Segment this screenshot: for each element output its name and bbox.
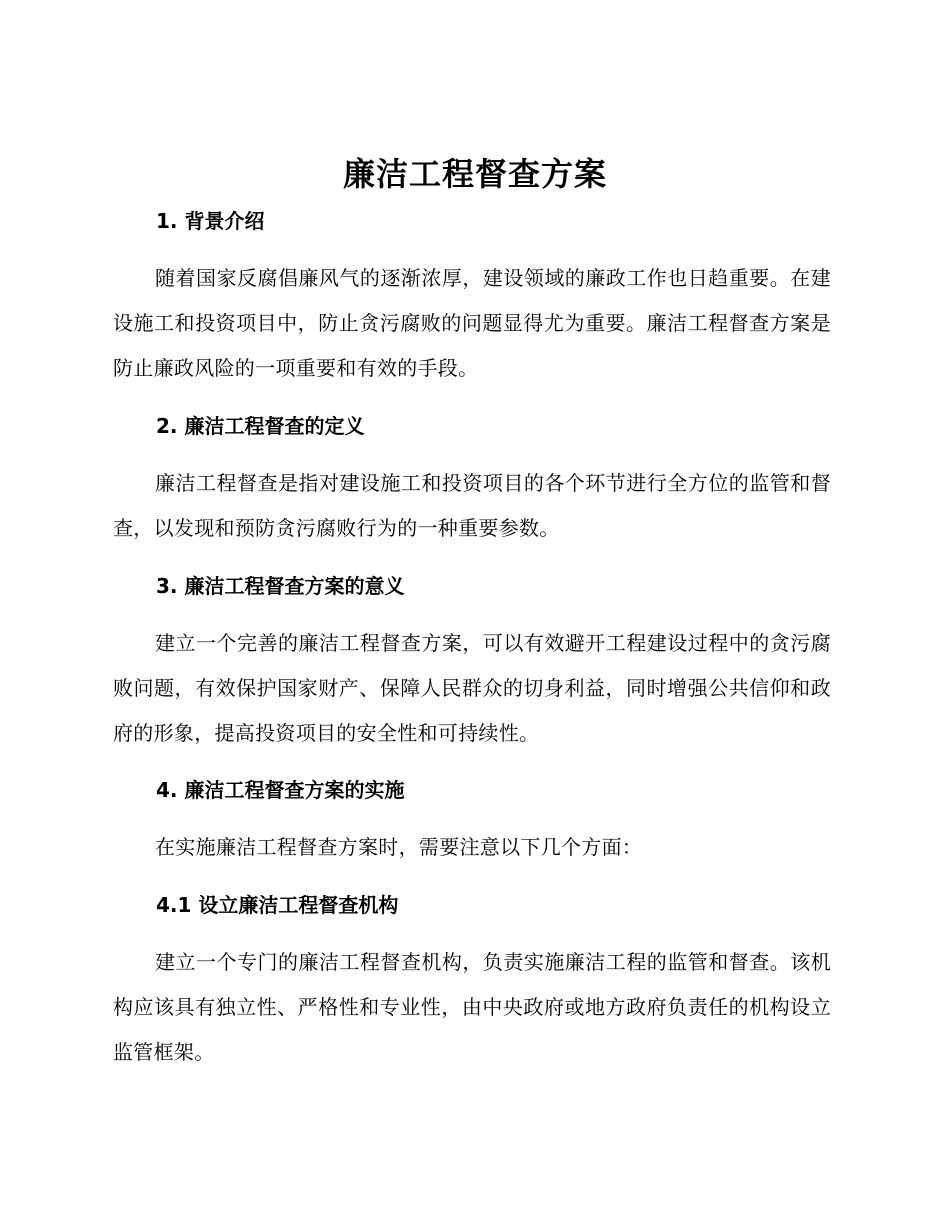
section-heading-significance: 3. 廉洁工程督查方案的意义 [156,574,405,598]
section-heading-definition: 2. 廉洁工程督查的定义 [156,414,365,438]
section-body-implementation: 在实施廉洁工程督查方案时，需要注意以下几个方面： [155,835,643,859]
document-title: 廉洁工程督查方案 [342,155,607,193]
section-heading-implementation: 4. 廉洁工程督查方案的实施 [156,778,405,802]
section-body-background: 随着国家反腐倡廉风气的逐渐浓厚，建设领域的廉政工作也日趋重要。在建设施工和投资项目中，防止贪污腐败的问题显得尤为重要。廉洁工程督查方案是防止廉政风险的一项重要和有效的手段。 [113,266,831,380]
section-body-establish-agency: 建立一个专门的廉洁工程督查机构，负责实施廉洁工程的监管和督查。该机构应该具有独立性、严格性和专业性，由中央政府或地方政府负责任的机构设立监管框架。 [113,950,831,1064]
section-heading-background: 1. 背景介绍 [156,209,265,233]
section-body-significance: 建立一个完善的廉洁工程督查方案，可以有效避开工程建设过程中的贪污腐败问题，有效保护国家财产、保障人民群众的切身利益，同时增强公共信仰和政府的形象，提高投资项目的安全性和可持续性。 [113,631,831,745]
section-heading-establish-agency: 4.1 设立廉洁工程督查机构 [156,893,399,917]
section-body-definition: 廉洁工程督查是指对建设施工和投资项目的各个环节进行全方位的监管和督查，以发现和预防贪污腐败行为的一种重要参数。 [113,471,831,540]
